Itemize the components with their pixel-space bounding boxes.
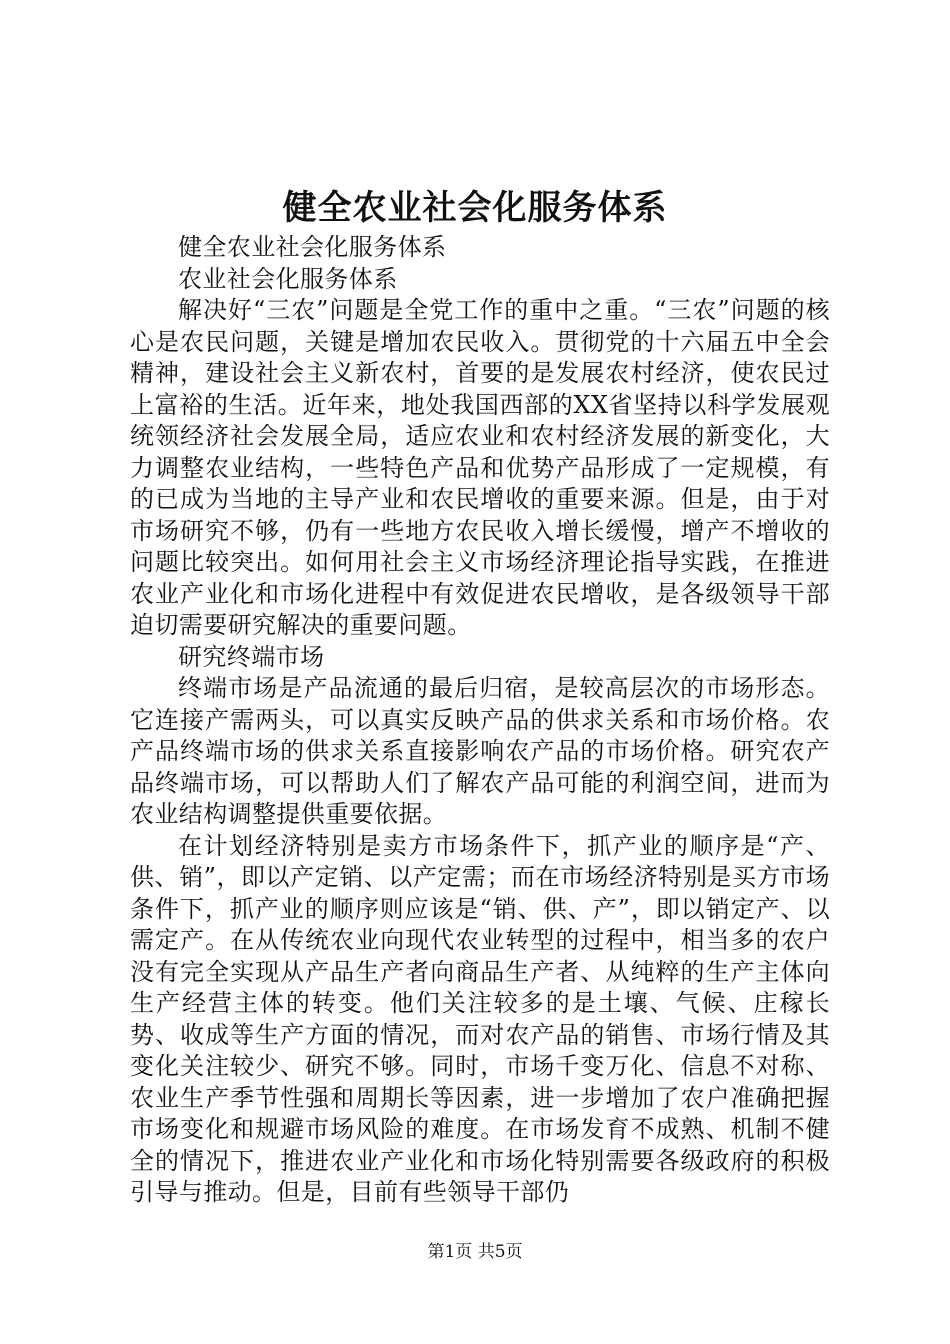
body-paragraph: 终端市场是产品流通的最后归宿，是较高层次的市场形态。它连接产需两头，可以真实反映产品的供求关系和市场价格。农产品终端市场的供求关系直接影响农产品的市场价格。研究农产品终端市场，可以帮助人们了解农产品可能的利润空间，进而为农业结构调整提供重要依据。 <box>130 674 830 828</box>
page-number-footer: 第1页 共5页 <box>427 1242 523 1262</box>
document-body <box>130 232 830 1209</box>
body-paragraph: 在计划经济特别是卖方市场条件下，抓产业的顺序是“产、供、销”，即以产定销、以产定需；而在市场经济特别是买方市场条件下，抓产业的顺序则应该是“销、供、产”，即以销定产、以需定产。在从传统农业向现代农业转型的过程中，相当多的农户没有完全实现从产品生产者向商品生产者、从纯粹的生产主体向生产经营主体的转变。他们关注较多的是土壤、气候、庄稼长势、收成等生产方面的情况，而对农产品的销售、市场行情及其变化关注较少、研究不够。同时，市场千变万化、信息不对称、农业生产季节性强和周期长等因素，进一步增加了农户准确把握市场变化和规避市场风险的难度。在市场发育不成熟、机制不健全的情况下，推进农业产业化和市场化特别需要各级政府的积极引导与推动。但是，目前有些领导干部仍 <box>130 831 830 1206</box>
section-heading-paragraph: 农业社会化服务体系 <box>178 264 398 293</box>
document-title: 健全农业社会化服务体系 <box>282 188 668 228</box>
section-heading-paragraph: 研究终端市场 <box>178 642 325 671</box>
subtitle-paragraph: 健全农业社会化服务体系 <box>178 233 447 261</box>
body-paragraph: 解决好“三农”问题是全党工作的重中之重。“三农”问题的核心是农民问题，关键是增加农民收入。贯彻党的十六届五中全会精神，建设社会主义新农村，首要的是发展农村经济，使农民过上富裕的生活。近年来，地处我国西部的XX省坚持以科学发展观统领经济社会发展全局，适应农业和农村经济发展的新变化，大力调整农业结构，一些特色产品和优势产品形成了一定规模，有的已成为当地的主导产业和农民增收的重要来源。但是，由于对市场研究不够，仍有一些地方农民收入增长缓慢，增产不增收的问题比较突出。如何用社会主义市场经济理论指导实践，在推进农业产业化和市场化进程中有效促进农民增收，是各级领导干部迫切需要研究解决的重要问题。 <box>130 296 830 639</box>
